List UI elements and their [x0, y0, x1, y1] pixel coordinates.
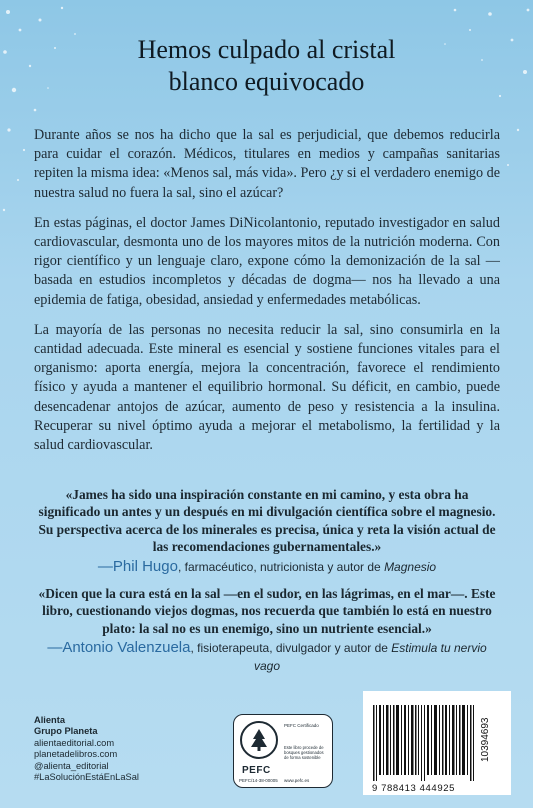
pefc-url: www.pefc.es [284, 778, 310, 783]
pefc-description: Este libro procede de bosques gestionados de forma sostenible [284, 745, 324, 760]
isbn-vertical-code: 10394693 [480, 717, 491, 763]
blurb-text: «James ha sido una inspiración constante en mi camino, y esta obra ha significado un antes y un después en mi divulgación científica sobre el magnesio. Su perspectiva acerca de los minerales es precisa, única y reta la visión actual de las recomendaciones gubernamentales.» [38, 487, 496, 555]
pefc-code: PEFC/14-38-00005 [239, 778, 278, 783]
blurb-attribution [34, 639, 500, 675]
publisher-social: @alienta_editorial [34, 760, 109, 771]
blurb-phil-hugo [34, 486, 500, 576]
headline-line-1: Hemos culpado al cristal [137, 35, 396, 64]
blurb-author: —Antonio Valenzuela [47, 639, 191, 657]
group-name: Grupo Planeta [34, 726, 98, 737]
blurb-work: Magnesio [384, 559, 437, 574]
pefc-certification-badge [233, 714, 333, 788]
imprint-name: Alienta [34, 715, 65, 725]
pefc-tree-icon [240, 721, 278, 759]
synopsis-paragraph-2: En estas páginas, el doctor James DiNicolantonio, reputado investigador en salud cardiovascular, desmonta uno de los mayores mitos de la nutrición moderna. Con rigor científico y un lenguaje claro, expone cómo la demonización de la sal —basada en estudios incompletos y décadas de dogma— nos ha llevado a una epidemia de fatiga, obesidad, ansiedad y enfermedades metabólicas. [34, 214, 500, 308]
blurb-text: «Dicen que la cura está en la sal —en el sudor, en las lágrimas, en el mar—. Este libro, cuestionando viejos dogmas, nos recuerda que también lo está en nuestro plato: la sal no es un enemigo, sino un nutriente esencial.» [38, 586, 496, 636]
headline [0, 34, 533, 98]
publisher-hashtag: #LaSoluciónEstáEnLaSal [34, 772, 139, 783]
pefc-wordmark: PEFC [242, 765, 271, 776]
pefc-certified-label: PEFC Certificado [284, 723, 319, 728]
publisher-info [34, 715, 139, 783]
blurb-antonio-valenzuela [34, 585, 500, 675]
publisher-url-1: alientaeditorial.com [34, 737, 115, 748]
blurb-attribution [34, 558, 500, 576]
blurb-work: Estimula tu nervio vago [253, 641, 487, 674]
publisher-url-2: planetadelibros.com [34, 749, 118, 760]
headline-line-2: blanco equivocado [168, 67, 365, 96]
blurb-author: —Phil Hugo [97, 557, 178, 575]
blurb-role: , farmacéutico, nutricionista y autor de [177, 559, 385, 574]
synopsis-paragraph-1: Durante años se nos ha dicho que la sal es perjudicial, que debemos reducirla para cuidar el corazón. Médicos, titulares en medios y campañas sanitarias repiten la misma idea: «Menos sal, más vida». Pero ¿y si el verdadero enemigo de nuestra salud no fuera la sal, sino el azúcar? [34, 127, 500, 201]
isbn-digits: 9 788413 444925 [372, 783, 455, 794]
synopsis-paragraph-3: La mayoría de las personas no necesita reducir la sal, sino consumirla en la cantidad adecuada. Este mineral es esencial y sostiene funciones vitales para el organismo: aporta energía, mejora la concentración, favorece el rendimiento físico y ayuda a mantener el equilibrio hormonal. Su déficit, en cambio, puede desencadenar antojos de azúcar, aumento de peso y resistencia a la insulina. Recuperar su nivel óptimo ayuda a mejorar el metabolismo, la fertilidad y la salud cardiovascular. [34, 321, 500, 454]
synopsis [34, 126, 500, 466]
blurb-role: , fisioterapeuta, divulgador y autor de [190, 641, 392, 656]
